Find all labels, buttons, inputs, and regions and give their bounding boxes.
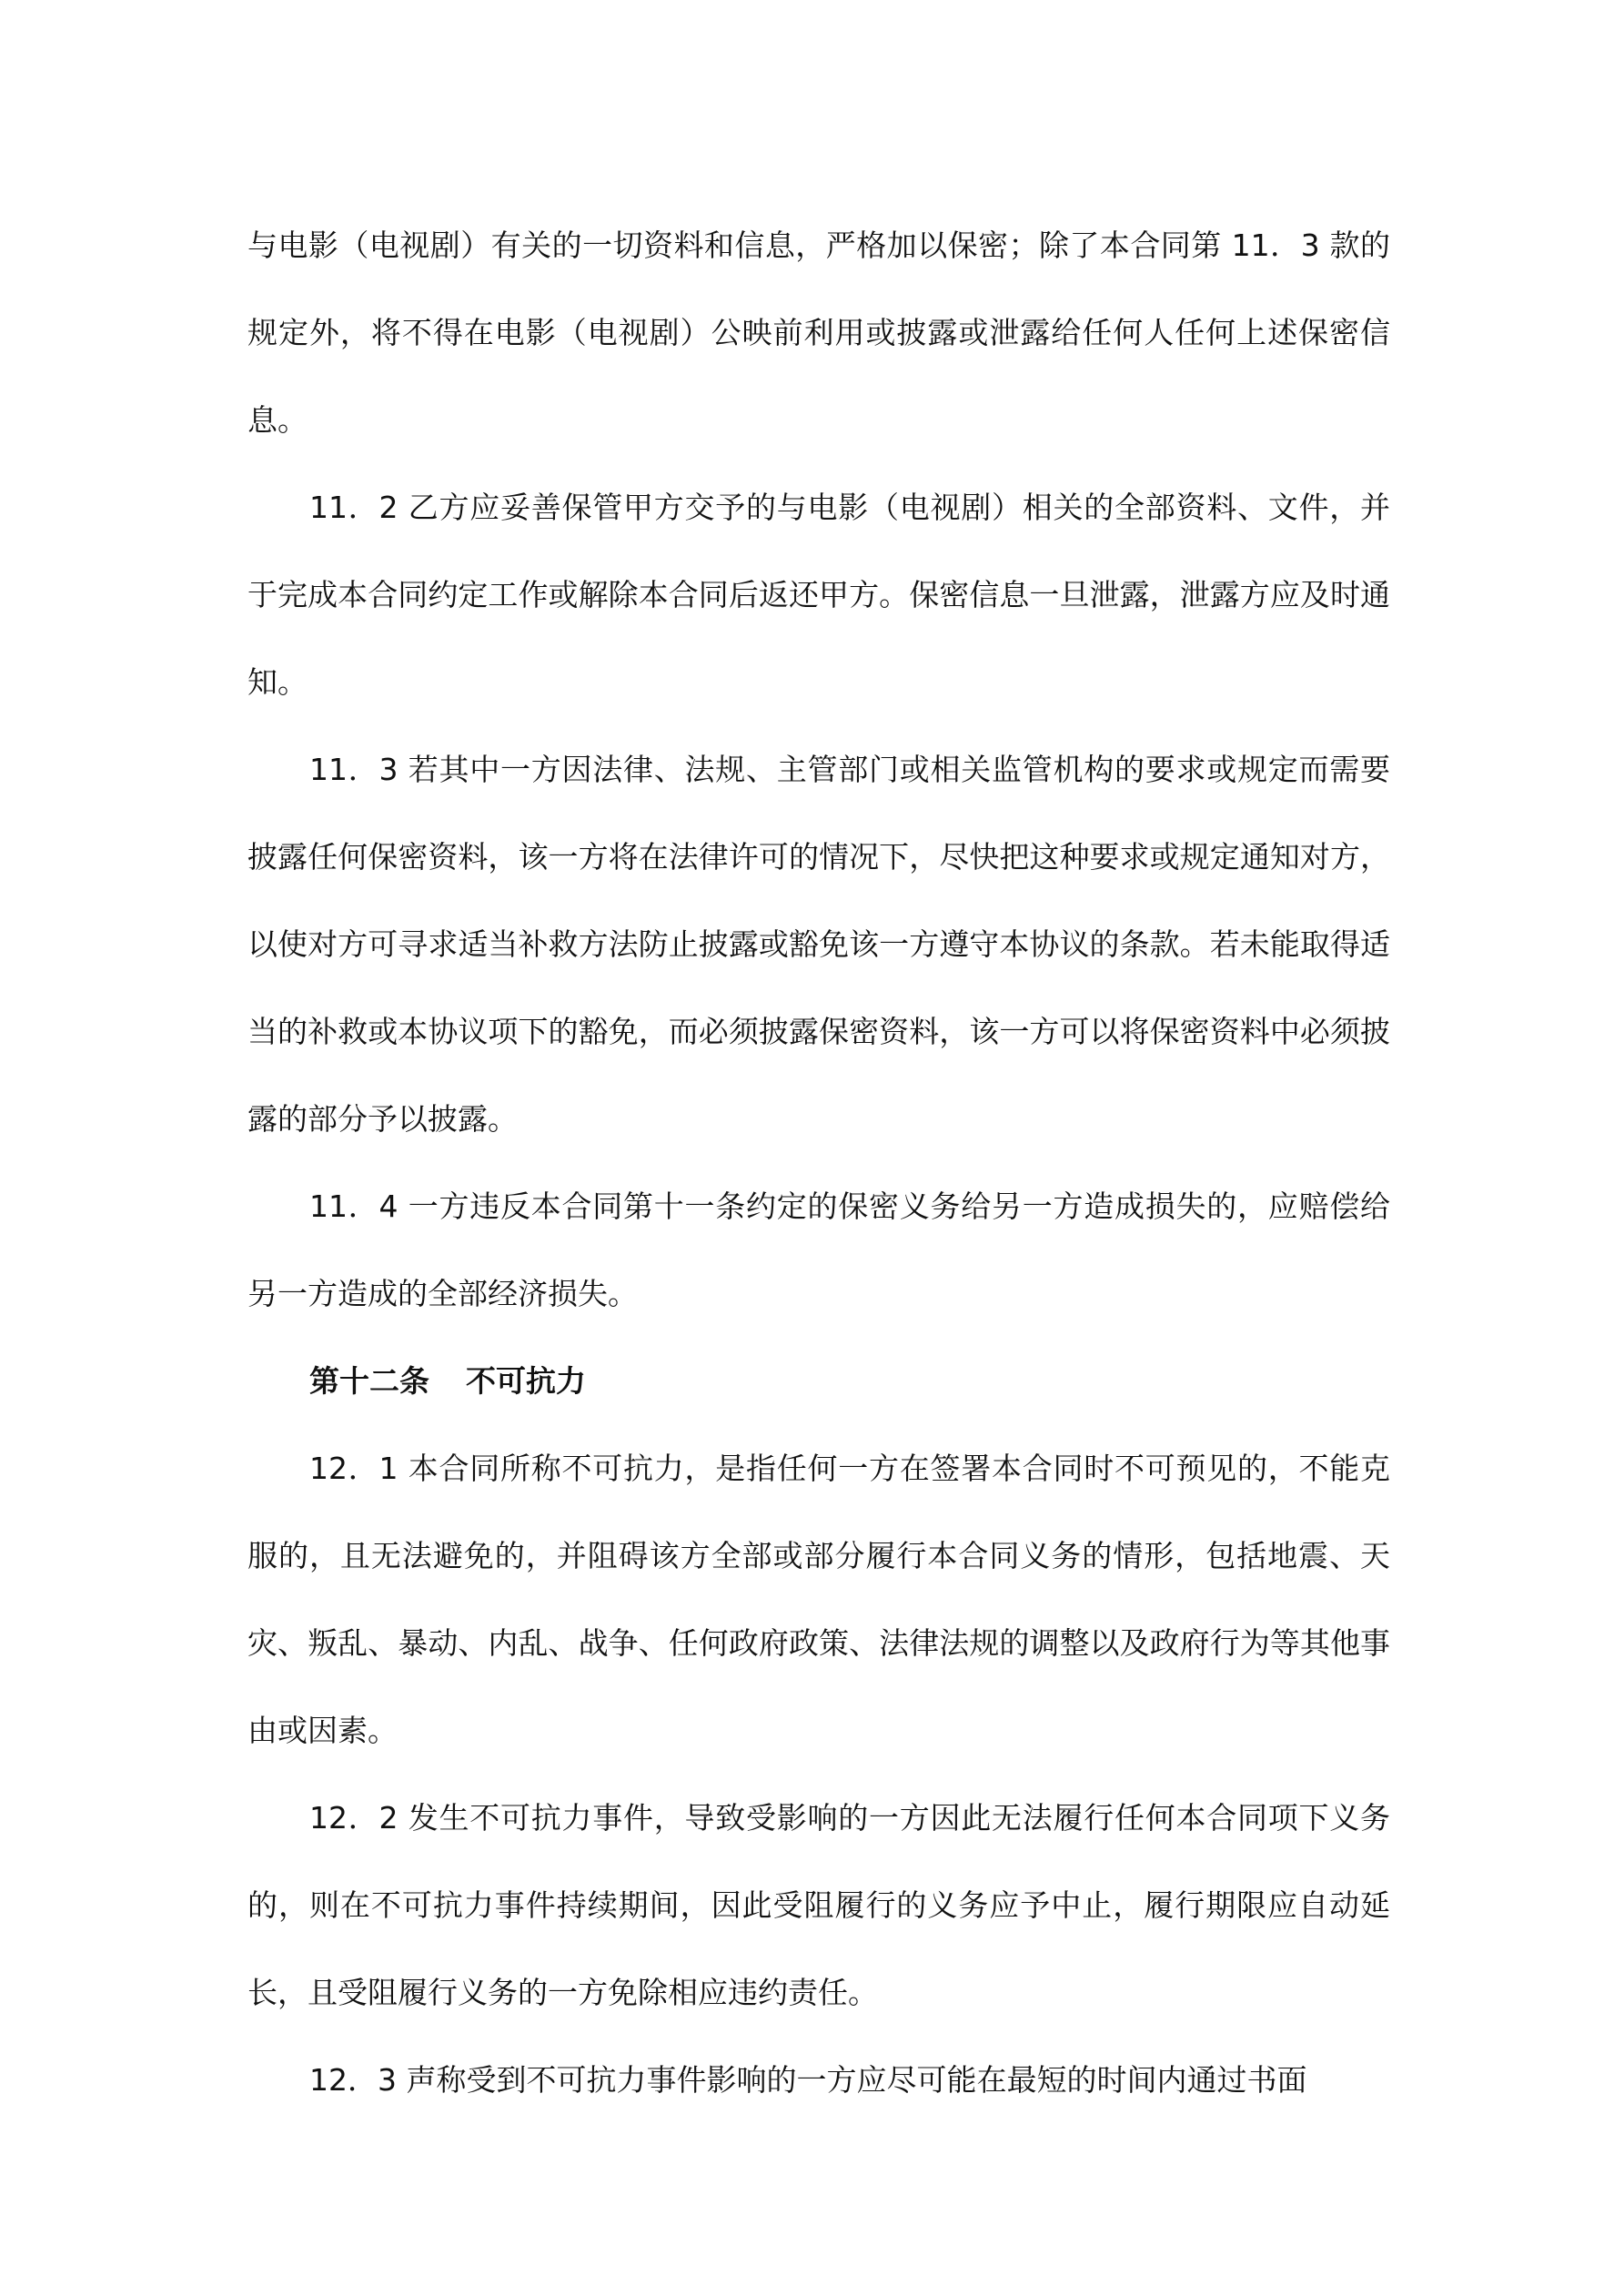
- section-heading: [247, 1338, 1390, 1425]
- clause-11-4: 11．4 一方违反本合同第十一条约定的保密义务给另一方造成损失的，应赔偿给另一方造成的全部经济损失。: [247, 1188, 1390, 1311]
- clause-12-1: 12．1 本合同所称不可抗力，是指任何一方在签署本合同时不可预见的，不能克服的，且无法避免的，并阻碍该方全部或部分履行本合同义务的情形，包括地震、天灾、叛乱、暴动、内乱、战争、任何政府政策、法律法规的调整以及政府行为等其他事由或因素。: [247, 1451, 1390, 1748]
- document-body: [247, 202, 1390, 2124]
- section-number: 第十二条: [309, 1363, 429, 1399]
- clause-12-2: 12．2 发生不可抗力事件，导致受影响的一方因此无法履行任何本合同项下义务的，则在不可抗力事件持续期间，因此受阻履行的义务应予中止，履行期限应自动延长，且受阻履行义务的一方免除相应违约责任。: [247, 1800, 1390, 2010]
- paragraph-continuation: 与电影（电视剧）有关的一切资料和信息，严格加以保密；除了本合同第 11．3 款的规定外，将不得在电影（电视剧）公映前利用或披露或泄露给任何人任何上述保密信息。: [247, 228, 1390, 438]
- clause-11-3: 11．3 若其中一方因法律、法规、主管部门或相关监管机构的要求或规定而需要披露任何保密资料，该一方将在法律许可的情况下，尽快把这种要求或规定通知对方，以使对方可寻求适当补救方法防止披露或豁免该一方遵守本协议的条款。若未能取得适当的补救或本协议项下的豁免，而必须披露保密资料，该一方可以将保密资料中必须披露的部分予以披露。: [247, 752, 1390, 1137]
- clause-12-3: 12．3 声称受到不可抗力事件影响的一方应尽可能在最短的时间内通过书面: [309, 2062, 1307, 2098]
- clause-11-2: 11．2 乙方应妥善保管甲方交予的与电影（电视剧）相关的全部资料、文件，并于完成本合同约定工作或解除本合同后返还甲方。保密信息一旦泄露，泄露方应及时通知。: [247, 490, 1390, 700]
- section-title: 不可抗力: [466, 1363, 586, 1399]
